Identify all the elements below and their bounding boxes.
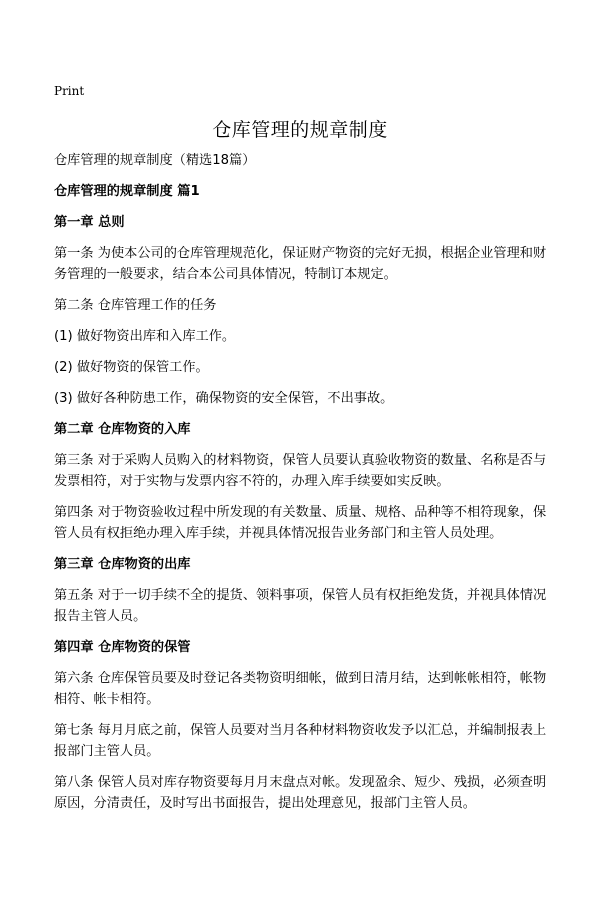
article-2: 第二条 仓库管理工作的任务 bbox=[54, 298, 217, 313]
article-6: 第六条 仓库保管员要及时登记各类物资明细帐，做到日清月结，达到帐帐相符，帐物相符、帐卡相符。 bbox=[54, 671, 547, 707]
task-item-3: (3) 做好各种防患工作，确保物资的安全保管，不出事故。 bbox=[54, 391, 394, 406]
article-8: 第八条 保管人员对库存物资要每月月末盘点对帐。发现盈余、短少、残损，必须查明原因，分清责任，及时写出书面报告，提出处理意见，报部门主管人员。 bbox=[54, 775, 547, 811]
task-item-2: (2) 做好物资的保管工作。 bbox=[54, 360, 209, 375]
article-1: 第一条 为使本公司的仓库管理规范化，保证财产物资的完好无损，根据企业管理和财务管理的一般要求，结合本公司具体情况，特制订本规定。 bbox=[54, 246, 547, 282]
chapter-heading-1: 第一章 总则 bbox=[54, 215, 125, 230]
article-4: 第四条 对于物资验收过程中所发现的有关数量、质量、规格、品种等不相符现象，保管人员有权拒绝办理入库手续，并视具体情况报告业务部门和主管人员处理。 bbox=[54, 505, 547, 541]
page-title: 仓库管理的规章制度 bbox=[212, 119, 388, 141]
print-link[interactable]: Print bbox=[54, 84, 85, 98]
article-5: 第五条 对于一切手续不全的提货、领料事项，保管人员有权拒绝发货，并视具体情况报告主管人员。 bbox=[54, 588, 547, 624]
document-body bbox=[54, 150, 549, 824]
document-subtitle: 仓库管理的规章制度（精选18篇） bbox=[54, 153, 256, 168]
section-heading: 仓库管理的规章制度 篇1 bbox=[54, 184, 200, 199]
chapter-heading-2: 第二章 仓库物资的入库 bbox=[54, 422, 191, 437]
chapter-heading-3: 第三章 仓库物资的出库 bbox=[54, 557, 191, 572]
article-3: 第三条 对于采购人员购入的材料物资，保管人员要认真验收物资的数量、名称是否与发票相符，对于实物与发票内容不符的，办理入库手续要如实反映。 bbox=[54, 453, 547, 489]
article-7: 第七条 每月月底之前，保管人员要对当月各种材料物资收发予以汇总，并编制报表上报部门主管人员。 bbox=[54, 723, 547, 759]
task-item-1: (1) 做好物资出库和入库工作。 bbox=[54, 329, 236, 344]
chapter-heading-4: 第四章 仓库物资的保管 bbox=[54, 640, 191, 655]
